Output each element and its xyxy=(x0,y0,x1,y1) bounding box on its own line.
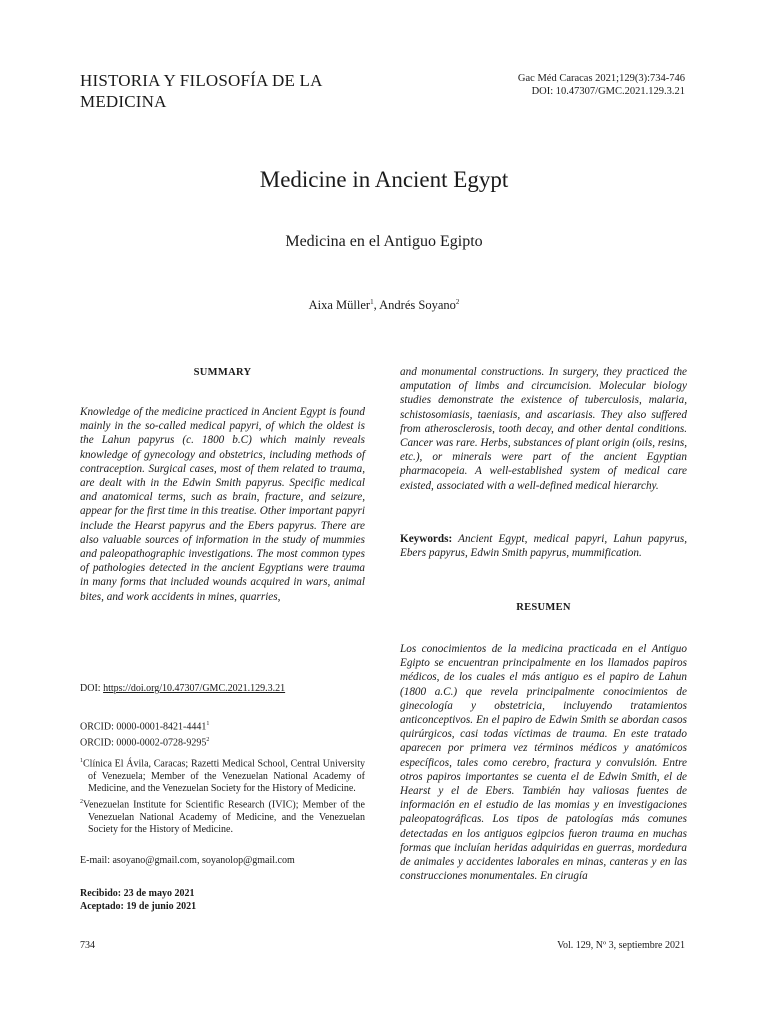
volume-info: Vol. 129, Nº 3, septiembre 2021 xyxy=(557,940,685,951)
affiliation-marker: 2 xyxy=(80,798,83,805)
orcid-marker: 2 xyxy=(206,736,210,743)
affiliation-marker: 1 xyxy=(80,758,83,764)
summary-heading: SUMMARY xyxy=(193,367,252,378)
journal-doi: DOI: 10.47307/GMC.2021.129.3.21 xyxy=(531,86,685,97)
journal-info xyxy=(518,72,685,98)
affiliation xyxy=(80,796,365,837)
received-date: Recibido: 23 de mayo 2021 xyxy=(80,888,195,899)
email-line: E-mail: asoyano@gmail.com, soyanolop@gmail.com xyxy=(80,855,295,866)
section-title xyxy=(80,70,380,112)
author-affiliation-marker: 2 xyxy=(455,298,460,306)
resumen-heading: RESUMEN xyxy=(516,602,571,613)
affiliation-text: Venezuelan Institute for Scientific Research (IVIC); Member of the Venezuelan National Academy of Medicine, and the Venezuelan Society for the History of Medicine. xyxy=(83,799,365,836)
author-list xyxy=(0,298,768,313)
page-number: 734 xyxy=(80,940,95,951)
orcid-line xyxy=(80,718,365,734)
orcid-id[interactable]: ORCID: 0000-0001-8421-4441 xyxy=(80,721,207,733)
affiliation-text: Clínica El Ávila, Caracas; Razetti Medical School, Central University of Venezuela; Member of the Venezuelan National Academy of Medicine, and the Venezuelan Society for the History of Medicine. xyxy=(83,758,365,795)
orcid-line xyxy=(80,734,365,750)
resumen-text: Los conocimientos de la medicina practicada en el Antiguo Egipto se encuentran principalmente en los llamados papiros médicos, de los cuales el más antiguo es el papiro de Lahun (1800 a.C.) que revela principalmente conocimientos de ginecología y obstetricia, incluyendo tratamientos anticonceptivos. En el papiro de Edwin Smith se abordan casos quirúrgicos, casi todas víctimas de trauma. En este tratado aparecen por primera vez términos médicos y anatómicos específicos, tales como cerebro, fractura y convulsión. Entre otros papiros importantes se cuenta el de Edwin Smith, el de Hearst y el de Ebers. También hay valiosas fuentes de información en el estudio de las momias y en investigaciones paleopatográficas. Los tipos de patologías más comunes detectadas en los antiguos egipcios fueron trauma en muchas formas que incluían heridas adquiridas en guerras, mordedura de animales y accidentes laborales en minas, canteras y en las construcciones monumentales. En cirugía xyxy=(400,643,687,883)
article-title-spanish: Medicina en el Antiguo Egipto xyxy=(285,233,483,250)
doi-link[interactable]: https://doi.org/10.47307/GMC.2021.129.3.21 xyxy=(103,683,286,694)
journal-citation: Gac Méd Caracas 2021;129(3):734-746 xyxy=(517,73,685,84)
accepted-date: Aceptado: 19 de junio 2021 xyxy=(80,900,197,912)
orcid-block xyxy=(80,718,365,750)
doi-label: DOI: xyxy=(80,683,104,694)
section-title-line1: HISTORIA Y FILOSOFÍA DE LA xyxy=(80,71,323,90)
author-name: Aixa Müller xyxy=(308,298,371,313)
dates-block xyxy=(80,888,365,913)
doi-line xyxy=(80,683,365,696)
summary-text-right: and monumental constructions. In surgery, they practiced the amputation of limbs and circumcision. Molecular biology studies demonstrate the existence of tuberculosis, malaria, schistosomiasis, taeniasis, and ascariasis. They also suffered from atherosclerosis, tooth decay, and other dental conditions. Cancer was rare. Herbs, substances of plant origin (oils, resins, etc.), or minerals were part of the ancient Egyptian pharmacopeia. A well-established system of medical care existed, associated with a well-defined medical hierarchy. xyxy=(400,366,687,492)
author-affiliation-marker: 1 xyxy=(370,298,374,306)
article-title-english: Medicine in Ancient Egypt xyxy=(259,167,509,192)
orcid-id[interactable]: ORCID: 0000-0002-0728-9295 xyxy=(80,737,207,749)
summary-text-left: Knowledge of the medicine practiced in Ancient Egypt is found mainly in the so-called medical papyri, of which the oldest is the Lahun papyrus (c. 1800 b.C) which mainly reveals knowledge of gynecology and obstetrics, including methods of contraception. Surgical cases, most of them related to trauma, are dealt with in the Edwin Smith papyrus. Specific medical and anatomical terms, such as brain, fracture, and seizure, appear for the first time in this treatise. Other important papyri include the Hearst papyrus and the Ebers papyrus. There are also valuable sources of information in the study of mummies and paleopathographic investigations. The most common types of pathologies detected in the ancient Egyptians were trauma in many forms that included wounds acquired in wars, animal bites, and work accidents in mines, quarries, xyxy=(80,406,365,603)
keywords xyxy=(400,532,687,560)
author-name: Andrés Soyano xyxy=(379,298,456,313)
section-title-line2: MEDICINA xyxy=(80,92,167,111)
author-separator: , xyxy=(373,298,380,313)
keywords-text: Ancient Egypt, medical papyri, Lahun papyrus, Ebers papyrus, Edwin Smith papyrus, mummification. xyxy=(400,533,687,560)
orcid-marker: 1 xyxy=(206,721,210,727)
keywords-label: Keywords: xyxy=(400,533,453,545)
affiliations xyxy=(80,755,365,837)
affiliation xyxy=(80,755,365,796)
